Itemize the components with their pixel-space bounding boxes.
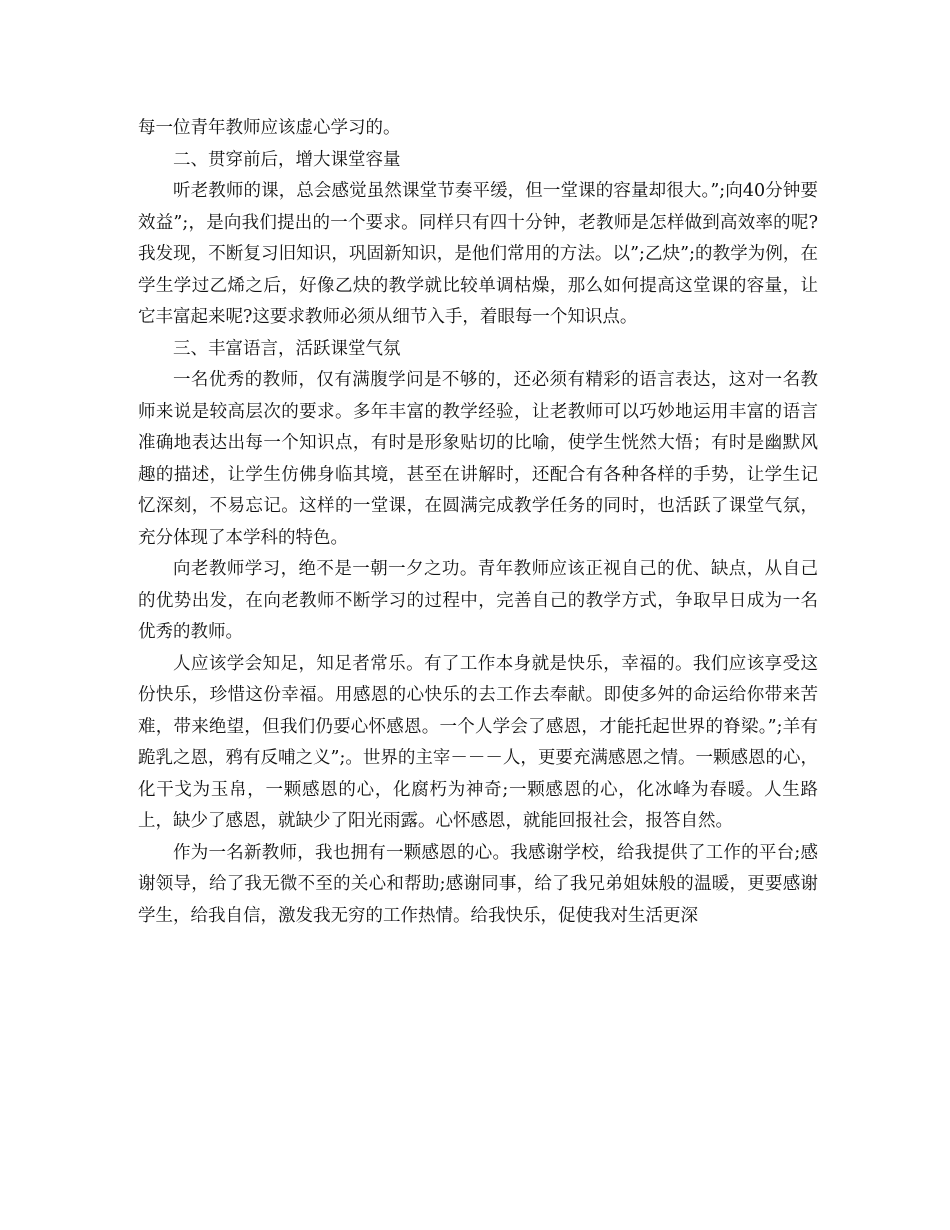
paragraph-old-teacher-lesson: 听老教师的课，总会感觉虽然课堂节奏平缓，但一堂课的容量却很大。”;向40分钟要效益”;，是向我们提出的一个要求。同样只有四十分钟，老教师是怎样做到高效率的呢?我发现，不断复习旧知识，巩固新知识，是他们常用的方法。以”;乙炔”;的教学为例，在学生学过乙烯之后，好像乙炔的教学就比较单调枯燥，那么如何提高这堂课的容量，让它丰富起来呢?这要求教师必须从细节入手，着眼每一个知识点。: [138, 181, 818, 327]
section-heading-3: 三、丰富语言，活跃课堂气氛: [173, 338, 401, 359]
paragraph-continuation: 每一位青年教师应该虚心学习的。: [138, 118, 401, 138]
paragraph-gratitude: 作为一名新教师，我也拥有一颗感恩的心。我感谢学校，给我提供了工作的平台;感谢领导，给了我无微不至的关心和帮助;感谢同事，给了我兄弟姐妹般的温暖，更要感谢学生，给我自信，激发我无穷的工作热情。给我快乐，促使我对生活更深: [138, 842, 818, 926]
section-heading-2: 二、贯穿前后，增大课堂容量: [173, 149, 401, 170]
document-body: [138, 113, 818, 932]
paragraph-rich-language: 一名优秀的教师，仅有满腹学问是不够的，还必须有精彩的语言表达，这对一名教师来说是较高层次的要求。多年丰富的教学经验，让老教师可以巧妙地运用丰富的语言准确地表达出每一个知识点，有时是形象贴切的比喻，使学生恍然大悟；有时是幽默风趣的描述，让学生仿佛身临其境，甚至在讲解时，还配合有各种各样的手势，让学生记忆深刻，不易忘记。这样的一堂课，在圆满完成教学任务的同时，也活跃了课堂气氛，充分体现了本学科的特色。: [138, 370, 818, 548]
paragraph-contentment: 人应该学会知足，知足者常乐。有了工作本身就是快乐，幸福的。我们应该享受这份快乐，珍惜这份幸福。用感恩的心快乐的去工作去奉献。即使多舛的命运给你带来苦难，带来绝望，但我们仍要心怀感恩。一个人学会了感恩，才能托起世界的脊梁。”;羊有跪乳之恩，鸦有反哺之义”;。世界的主宰－－－人，更要充满感恩之情。一颗感恩的心，化干戈为玉帛，一颗感恩的心，化腐朽为神奇;一颗感恩的心，化冰峰为春暖。人生路上，缺少了感恩，就缺少了阳光雨露。心怀感恩，就能回报社会，报答自然。: [138, 653, 818, 831]
paragraph-learn-from-old-teachers: 向老教师学习，绝不是一朝一夕之功。青年教师应该正视自己的优、缺点，从自己的优势出发，在向老教师不断学习的过程中，完善自己的教学方式，争取早日成为一名优秀的教师。: [138, 559, 818, 642]
